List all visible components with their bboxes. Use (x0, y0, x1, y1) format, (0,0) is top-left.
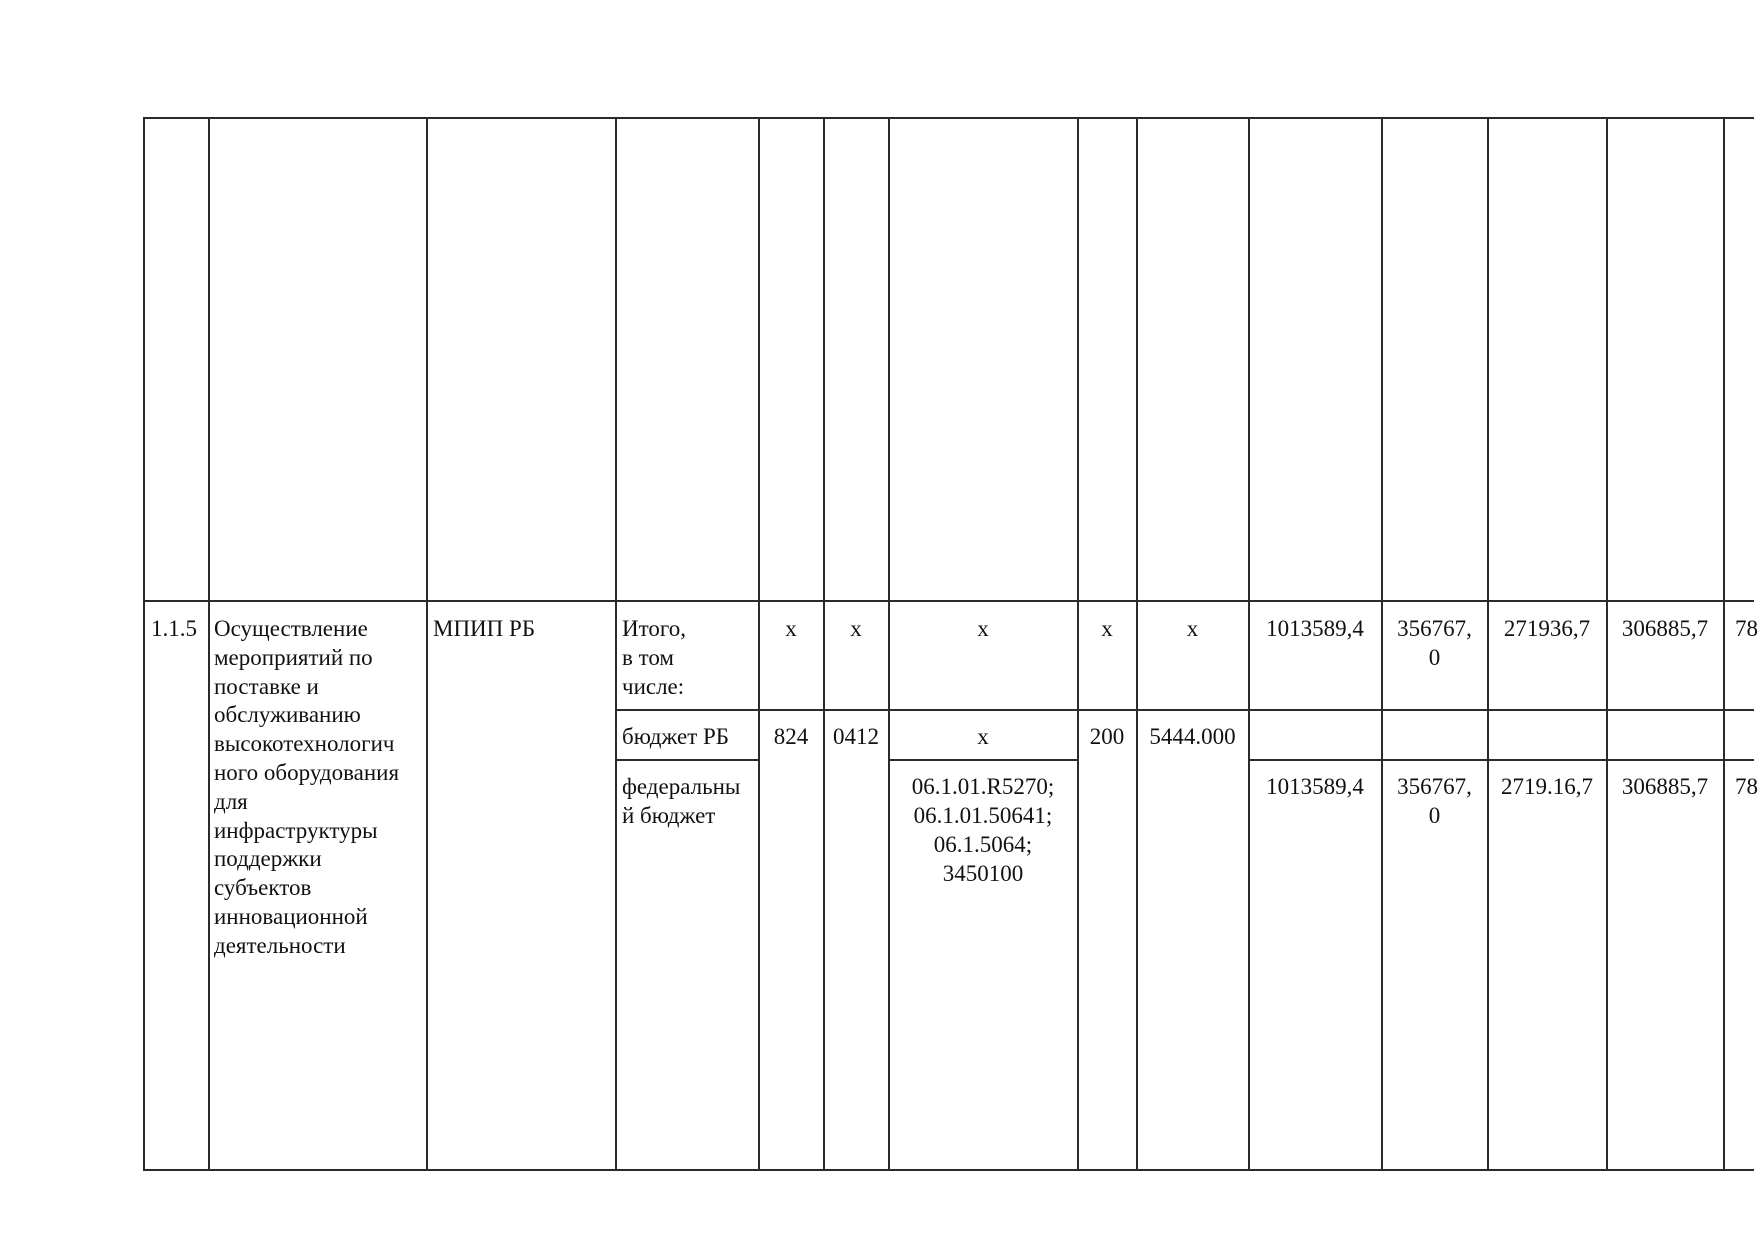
year2-amount: 271936,7 (1503, 616, 1591, 641)
row-description-line: Осуществление (214, 616, 368, 641)
csr-code: 3450100 (942, 861, 1024, 886)
row-executor: МПИП РБ (433, 616, 536, 641)
csr-code: 06.1.01.50641; (913, 803, 1053, 828)
grbs-code: х (785, 616, 797, 641)
subrow-divider (888, 759, 1077, 761)
total-amount: 1013589,4 (1266, 774, 1364, 799)
row-description-line: мероприятий по (214, 645, 373, 670)
csr-code: 06.1.01.R5270; (911, 774, 1055, 799)
csr-code: х (977, 616, 989, 641)
column-divider (1487, 117, 1489, 1170)
row-description-line: субъектов (214, 875, 312, 900)
csr-code: х (977, 724, 989, 749)
funding-source-line: федеральны (622, 774, 741, 799)
kosgu-code: х (1186, 616, 1199, 641)
rzpr-code: х (850, 616, 862, 641)
column-divider (823, 117, 825, 1170)
year1-amount: 356767, (1397, 616, 1472, 641)
subrow-divider (1248, 759, 1754, 761)
kosgu-code: 5444.000 (1149, 724, 1236, 749)
year4-amount: 78 (1735, 616, 1758, 641)
row-description-line: высокотехнологич (214, 731, 395, 756)
year3-amount: 306885,7 (1621, 616, 1709, 641)
table-border-top (143, 117, 1754, 119)
row-description-line: деятельности (214, 933, 346, 958)
row-description-line: поставке и (214, 674, 319, 699)
subrow-divider (615, 759, 758, 761)
vr-code: 200 (1089, 724, 1125, 749)
column-divider (208, 117, 210, 1170)
column-divider (426, 117, 428, 1170)
funding-source-line: Итого, (622, 616, 686, 641)
column-divider (1723, 117, 1725, 1170)
year3-amount: 306885,7 (1621, 774, 1709, 799)
row-number: 1.1.5 (151, 616, 197, 641)
row-description-line: поддержки (214, 846, 322, 871)
column-divider (1077, 117, 1079, 1170)
funding-source-line: бюджет РБ (622, 724, 730, 749)
row-description-line: обслуживанию (214, 702, 361, 727)
row-divider (143, 600, 1754, 602)
table-border-left (143, 117, 145, 1170)
year1-amount: 0 (1428, 645, 1441, 670)
year2-amount: 2719.16,7 (1501, 774, 1593, 799)
year1-amount: 356767, (1397, 774, 1472, 799)
year4-amount: 78 (1735, 774, 1758, 799)
year1-amount: 0 (1428, 803, 1441, 828)
total-amount: 1013589,4 (1266, 616, 1364, 641)
column-divider (1248, 117, 1250, 1170)
funding-source-line: числе: (622, 674, 685, 699)
rzpr-code: 0412 (833, 724, 879, 749)
grbs-code: 824 (773, 724, 809, 749)
funding-source-line: в том (622, 645, 674, 670)
row-description-line: для (214, 789, 248, 814)
subrow-divider (615, 709, 1754, 711)
csr-code: 06.1.5064; (933, 832, 1033, 857)
column-divider (615, 117, 617, 1170)
row-description-line: инфраструктуры (214, 818, 378, 843)
row-description-line: инновационной (214, 904, 368, 929)
column-divider (758, 117, 760, 1170)
column-divider (888, 117, 890, 1170)
column-divider (1136, 117, 1138, 1170)
vr-code: х (1101, 616, 1113, 641)
row-description-line: ного оборудования (214, 760, 400, 785)
column-divider (1606, 117, 1608, 1170)
funding-source-line: й бюджет (622, 803, 716, 828)
table-border-bottom (143, 1169, 1754, 1171)
